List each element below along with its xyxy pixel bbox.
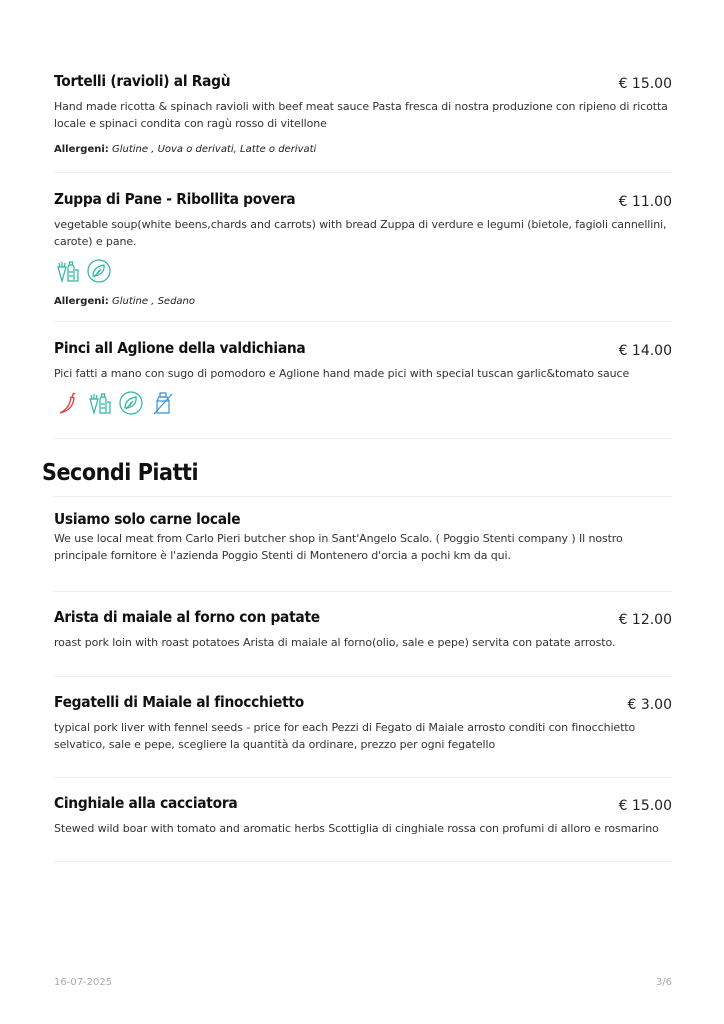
item-price: € 3.00 [627, 697, 672, 713]
item-name: Cinghiale alla cacciatora [54, 794, 238, 812]
item-divider [54, 438, 672, 439]
vegetarian-leaf-icon [118, 390, 144, 416]
allergens-label: Allergeni: [54, 144, 109, 155]
lactose-free-icon [150, 390, 176, 416]
vegan-icon [86, 390, 112, 416]
vegetarian-leaf-icon [86, 258, 112, 284]
diet-icons [54, 258, 672, 284]
spicy-chili-icon [54, 390, 80, 416]
item-description: typical pork liver with fennel seeds - price for each Pezzi di Fegato di Maiale arrosto conditi con finocchietto selvatico, sale e pepe, scegliere la quantità da ordinare, prezzo per ogni fegatello [54, 721, 636, 751]
menu-item-pinci [54, 339, 672, 416]
item-description: Hand made ricotta & spinach ravioli with beef meat sauce Pasta fresca di nostra produzione con ripieno di ricotta locale e spinaci condita con ragù rosso di vitellone [54, 100, 668, 130]
item-divider [54, 777, 672, 778]
item-price: € 15.00 [618, 798, 672, 814]
item-price: € 12.00 [618, 612, 672, 628]
menu-item-carne-locale [54, 510, 672, 564]
item-allergens [54, 296, 672, 307]
menu-item-arista-di-maiale [54, 608, 672, 651]
menu-item-cinghiale [54, 794, 672, 837]
item-name: Tortelli (ravioli) al Ragù [54, 72, 231, 90]
footer-page-number: 3/6 [655, 977, 672, 988]
section-divider [54, 496, 672, 497]
menu-item-tortelli [54, 72, 672, 155]
item-divider [54, 321, 672, 322]
item-description: We use local meat from Carlo Pieri butcher shop in Sant'Angelo Scalo. ( Poggio Stenti company ) Il nostro principale fornitore è l'azienda Poggio Stenti di Montenero d'orcia a pochi km da qui. [54, 532, 623, 562]
vegan-icon [54, 258, 80, 284]
item-name: Zuppa di Pane - Ribollita povera [54, 190, 296, 208]
allergens-list: Glutine , Sedano [111, 296, 196, 307]
menu-item-zuppa-di-pane [54, 190, 672, 307]
item-price: € 14.00 [618, 343, 672, 359]
item-divider [54, 172, 672, 173]
item-divider [54, 861, 672, 862]
item-name: Arista di maiale al forno con patate [54, 608, 320, 626]
item-price: € 15.00 [618, 76, 672, 92]
item-name: Usiamo solo carne locale [54, 510, 241, 528]
item-description: vegetable soup(white beens,chards and carrots) with bread Zuppa di verdure e legumi (bietole, fagioli cannellini, carote) e pane. [54, 218, 667, 248]
item-allergens [54, 144, 672, 155]
item-description: Stewed wild boar with tomato and aromatic herbs Scottiglia di cinghiale rossa con profumi di alloro e rosmarino [54, 822, 659, 835]
item-divider [54, 676, 672, 677]
item-description: Pici fatti a mano con sugo di pomodoro e Aglione hand made pici with special tuscan garlic&tomato sauce [54, 367, 630, 380]
footer-date: 16-07-2025 [54, 977, 113, 988]
diet-icons [54, 390, 672, 416]
item-name: Pinci all Aglione della valdichiana [54, 339, 306, 357]
item-divider [54, 591, 672, 592]
item-name: Fegatelli di Maiale al finocchietto [54, 693, 304, 711]
allergens-label: Allergeni: [54, 296, 109, 307]
item-description: roast pork loin with roast potatoes Arista di maiale al forno(olio, sale e pepe) servita con patate arrosto. [54, 636, 616, 649]
item-price: € 11.00 [618, 194, 672, 210]
section-title: Secondi Piatti [42, 460, 199, 486]
allergens-list: Glutine , Uova o derivati, Latte o derivati [111, 144, 317, 155]
menu-item-fegatelli [54, 693, 672, 753]
